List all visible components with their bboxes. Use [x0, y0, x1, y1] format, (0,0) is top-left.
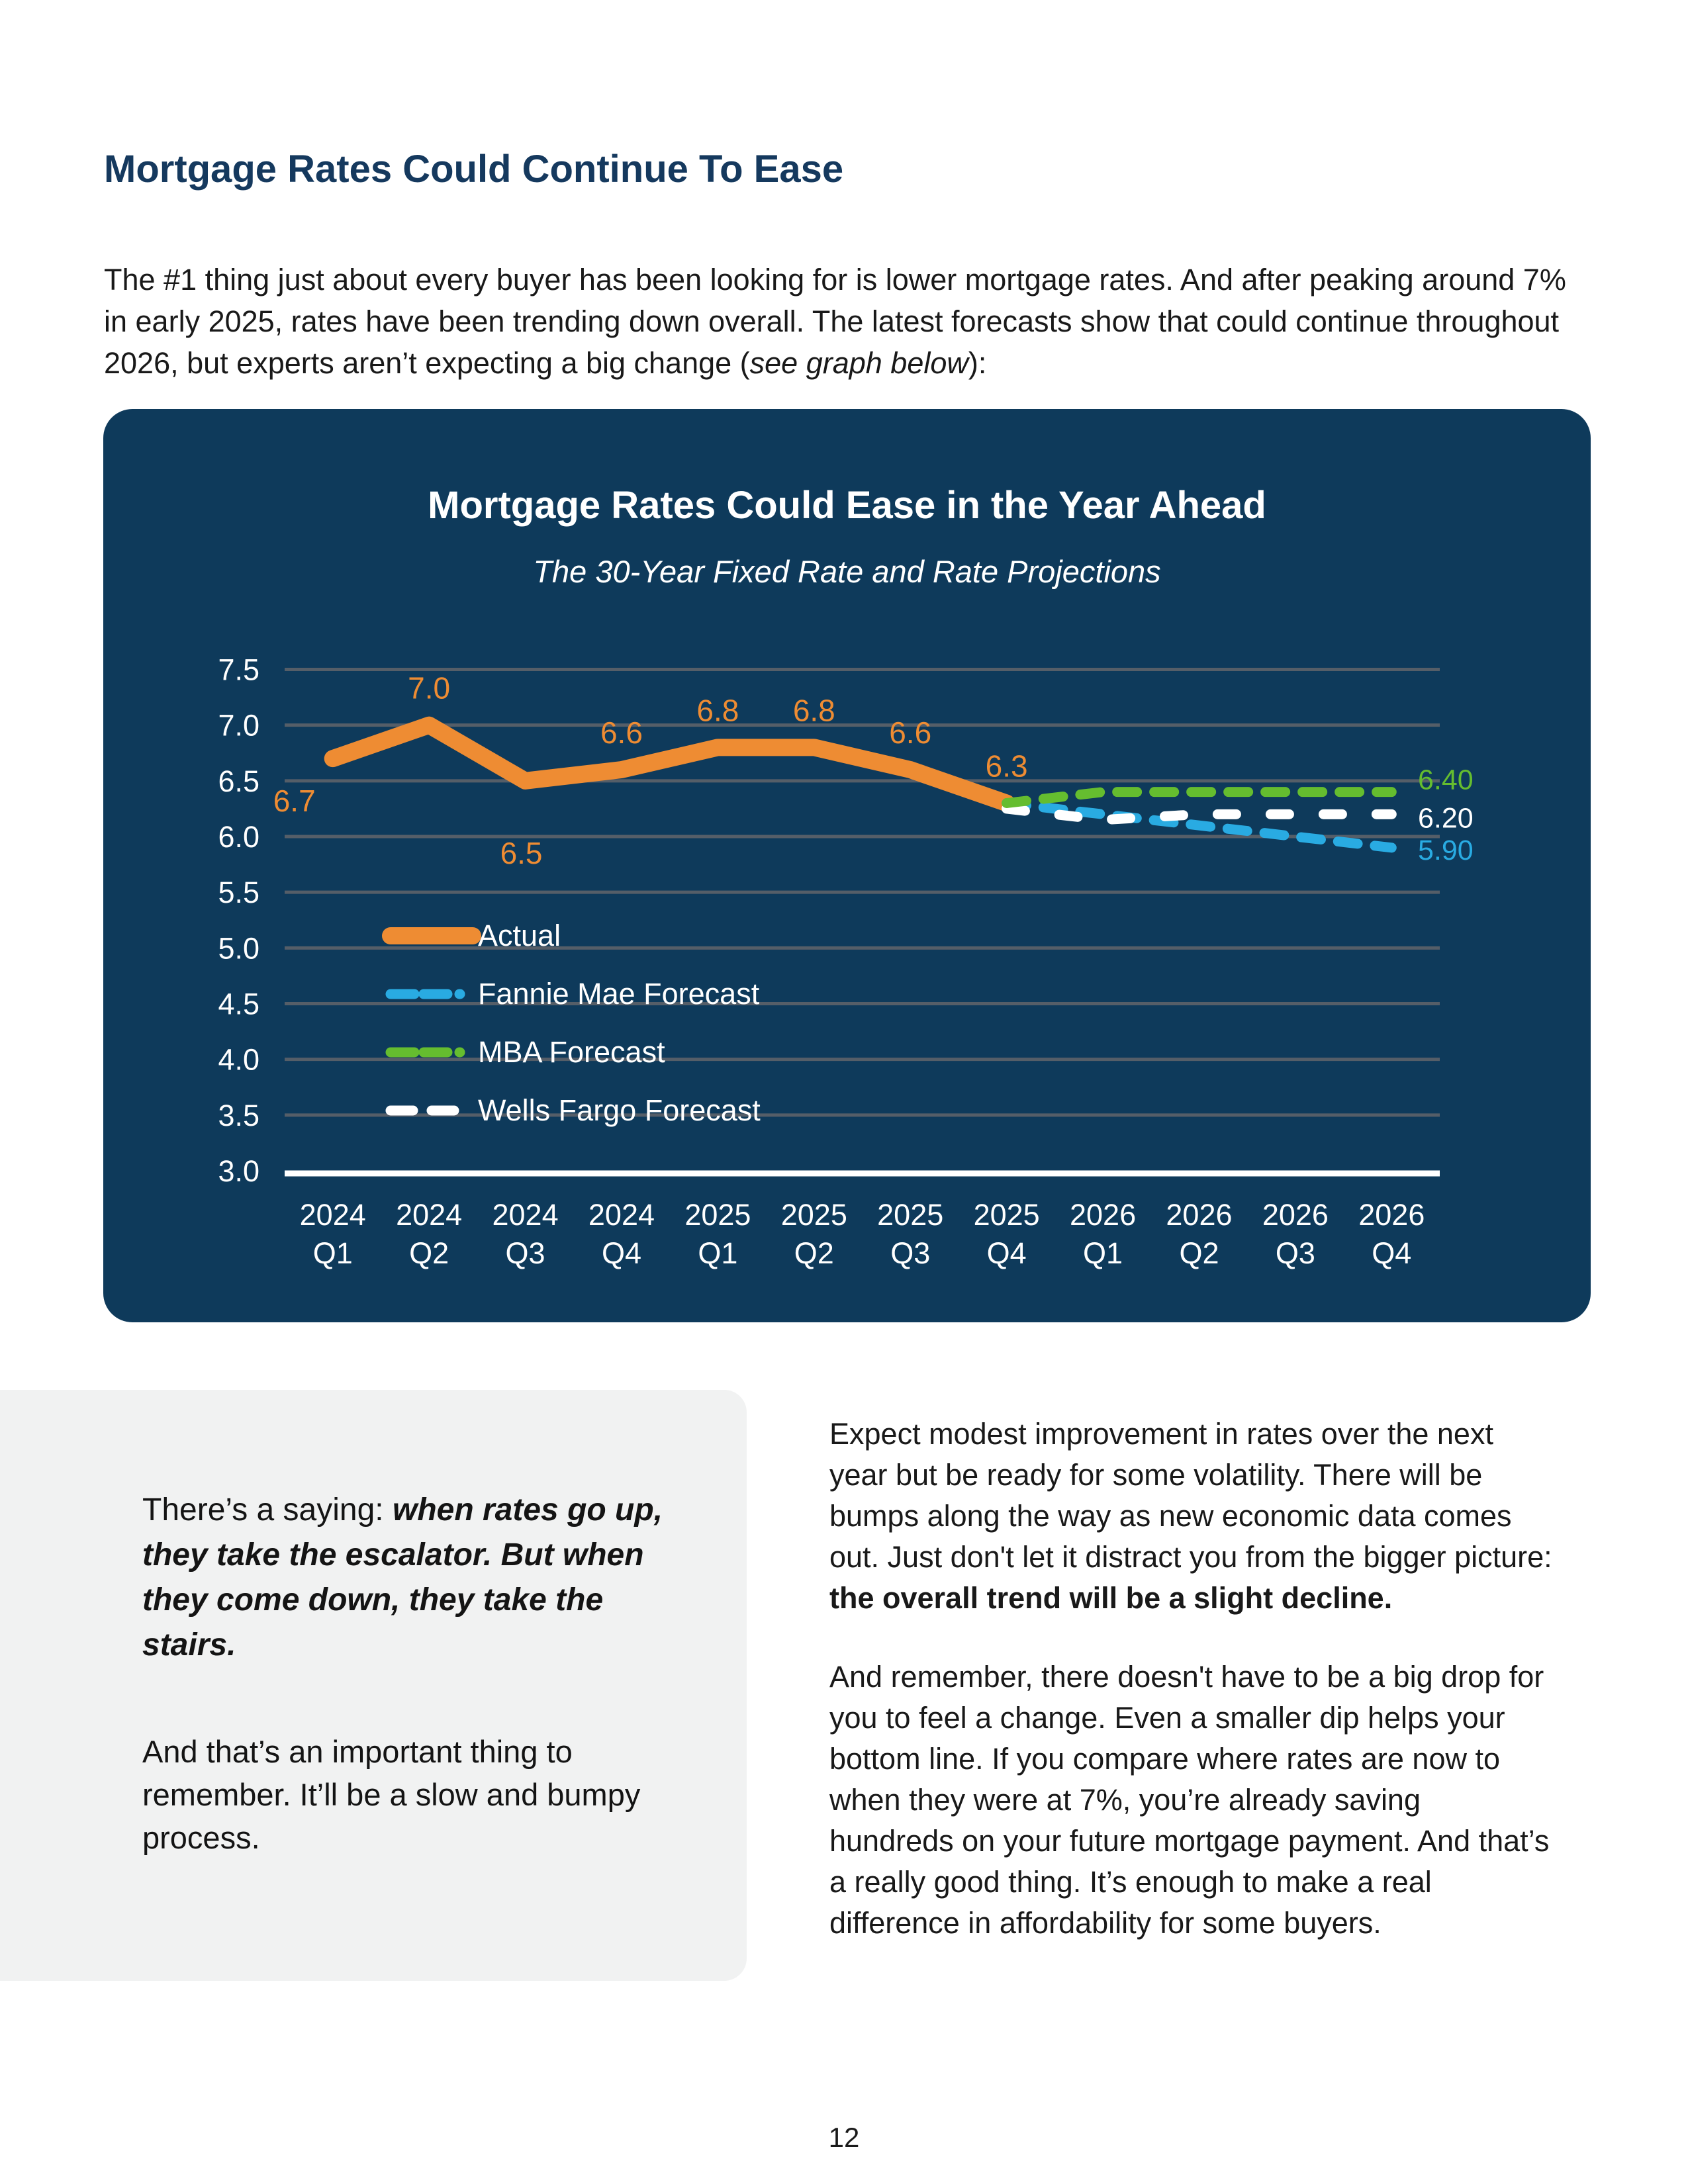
quote-emphasis: when rates go up, they take the escalator. But when they come down, they take the stairs.: [142, 1492, 663, 1662]
x-axis-tick-label: 2026 Q3: [1262, 1198, 1329, 1270]
x-axis-tick-label: 2024 Q2: [396, 1198, 463, 1270]
right-column: [829, 1414, 1552, 1944]
legend-label: Actual: [478, 919, 561, 952]
data-label: 6.3: [985, 749, 1028, 784]
quote-callout-box: [0, 1390, 747, 1981]
y-axis-tick-label: 7.0: [218, 708, 259, 743]
chart-subtitle: The 30-Year Fixed Rate and Rate Projections: [533, 554, 1161, 589]
forecast-end-label: 6.40: [1418, 764, 1474, 796]
data-label: 6.5: [500, 835, 543, 870]
y-axis-tick-label: 3.0: [218, 1154, 259, 1188]
page-title: Mortgage Rates Could Continue To Ease: [104, 148, 844, 191]
right-paragraph-2: And remember, there doesn't have to be a big drop for you to feel a change. Even a smaller dip helps your bottom line. If you compare where rates are now to when they were at 7%, you’re already saving hundreds on your future mortgage payment. And that’s a really good thing. It’s enough to make a real difference in affordability for some buyers.: [829, 1660, 1550, 1940]
intro-text: The #1 thing just about every buyer has been looking for is lower mortgage rates. And after peaking around 7% in early 2025, rates have been trending down overall. The latest forecasts show that could continue throughout 2026, but experts aren’t expecting a big change (: [104, 263, 1566, 380]
data-label: 6.8: [696, 693, 739, 728]
x-axis-tick-label: 2024 Q3: [492, 1198, 559, 1270]
forecast-end-label: 5.90: [1418, 834, 1474, 866]
x-axis-tick-label: 2024 Q1: [299, 1198, 366, 1270]
y-axis-tick-label: 6.0: [218, 820, 259, 854]
y-axis-tick-label: 5.0: [218, 931, 259, 966]
data-label: 6.7: [273, 784, 316, 819]
data-label: 6.6: [889, 715, 932, 751]
chart-title: Mortgage Rates Could Ease in the Year Ahead: [428, 484, 1266, 527]
legend-label: MBA Forecast: [478, 1035, 665, 1069]
intro-text-after: ):: [968, 346, 987, 380]
right-paragraph-1-text: Expect modest improvement in rates over the next year but be ready for some volatility. There will be bumps along the way as new economic data comes out. Just don't let it distract you from the bigger picture:: [829, 1417, 1552, 1574]
quote-paragraph: [142, 1488, 677, 1668]
legend-label: Fannie Mae Forecast: [478, 977, 760, 1011]
x-axis-tick-label: 2025 Q4: [973, 1198, 1040, 1270]
mortgage-rates-line-chart: [103, 409, 1591, 1322]
y-axis-tick-label: 4.0: [218, 1042, 259, 1077]
y-axis-tick-label: 7.5: [218, 653, 259, 687]
series-line-mba-forecast: [1007, 792, 1392, 803]
forecast-end-label: 6.20: [1418, 802, 1474, 835]
chart-card: [103, 409, 1591, 1322]
intro-paragraph: [104, 259, 1590, 384]
legend-label: Wells Fargo Forecast: [478, 1093, 761, 1127]
page-number: 12: [828, 2122, 860, 2153]
right-paragraph-1: [829, 1414, 1552, 1619]
x-axis-tick-label: 2026 Q4: [1358, 1198, 1425, 1270]
data-label: 7.0: [408, 670, 451, 705]
quote-lead: There’s a saying:: [142, 1492, 393, 1527]
data-label: 6.6: [600, 715, 643, 751]
intro-italic-text: see graph below: [749, 346, 968, 380]
x-axis-tick-label: 2024 Q4: [588, 1198, 655, 1270]
x-axis-tick-label: 2026 Q1: [1069, 1198, 1137, 1270]
right-paragraph-1-bold: the overall trend will be a slight decline.: [829, 1581, 1393, 1615]
y-axis-tick-label: 5.5: [218, 876, 259, 910]
quote-followup-paragraph: And that’s an important thing to remember. It’ll be a slow and bumpy process.: [142, 1734, 641, 1855]
y-axis-tick-label: 4.5: [218, 987, 259, 1021]
y-axis-tick-label: 6.5: [218, 764, 259, 798]
x-axis-tick-label: 2025 Q1: [684, 1198, 751, 1270]
x-axis-tick-label: 2025 Q3: [877, 1198, 944, 1270]
x-axis-tick-label: 2025 Q2: [780, 1198, 847, 1270]
x-axis-tick-label: 2026 Q2: [1166, 1198, 1233, 1270]
y-axis-tick-label: 3.5: [218, 1098, 259, 1132]
data-label: 6.8: [792, 693, 835, 728]
